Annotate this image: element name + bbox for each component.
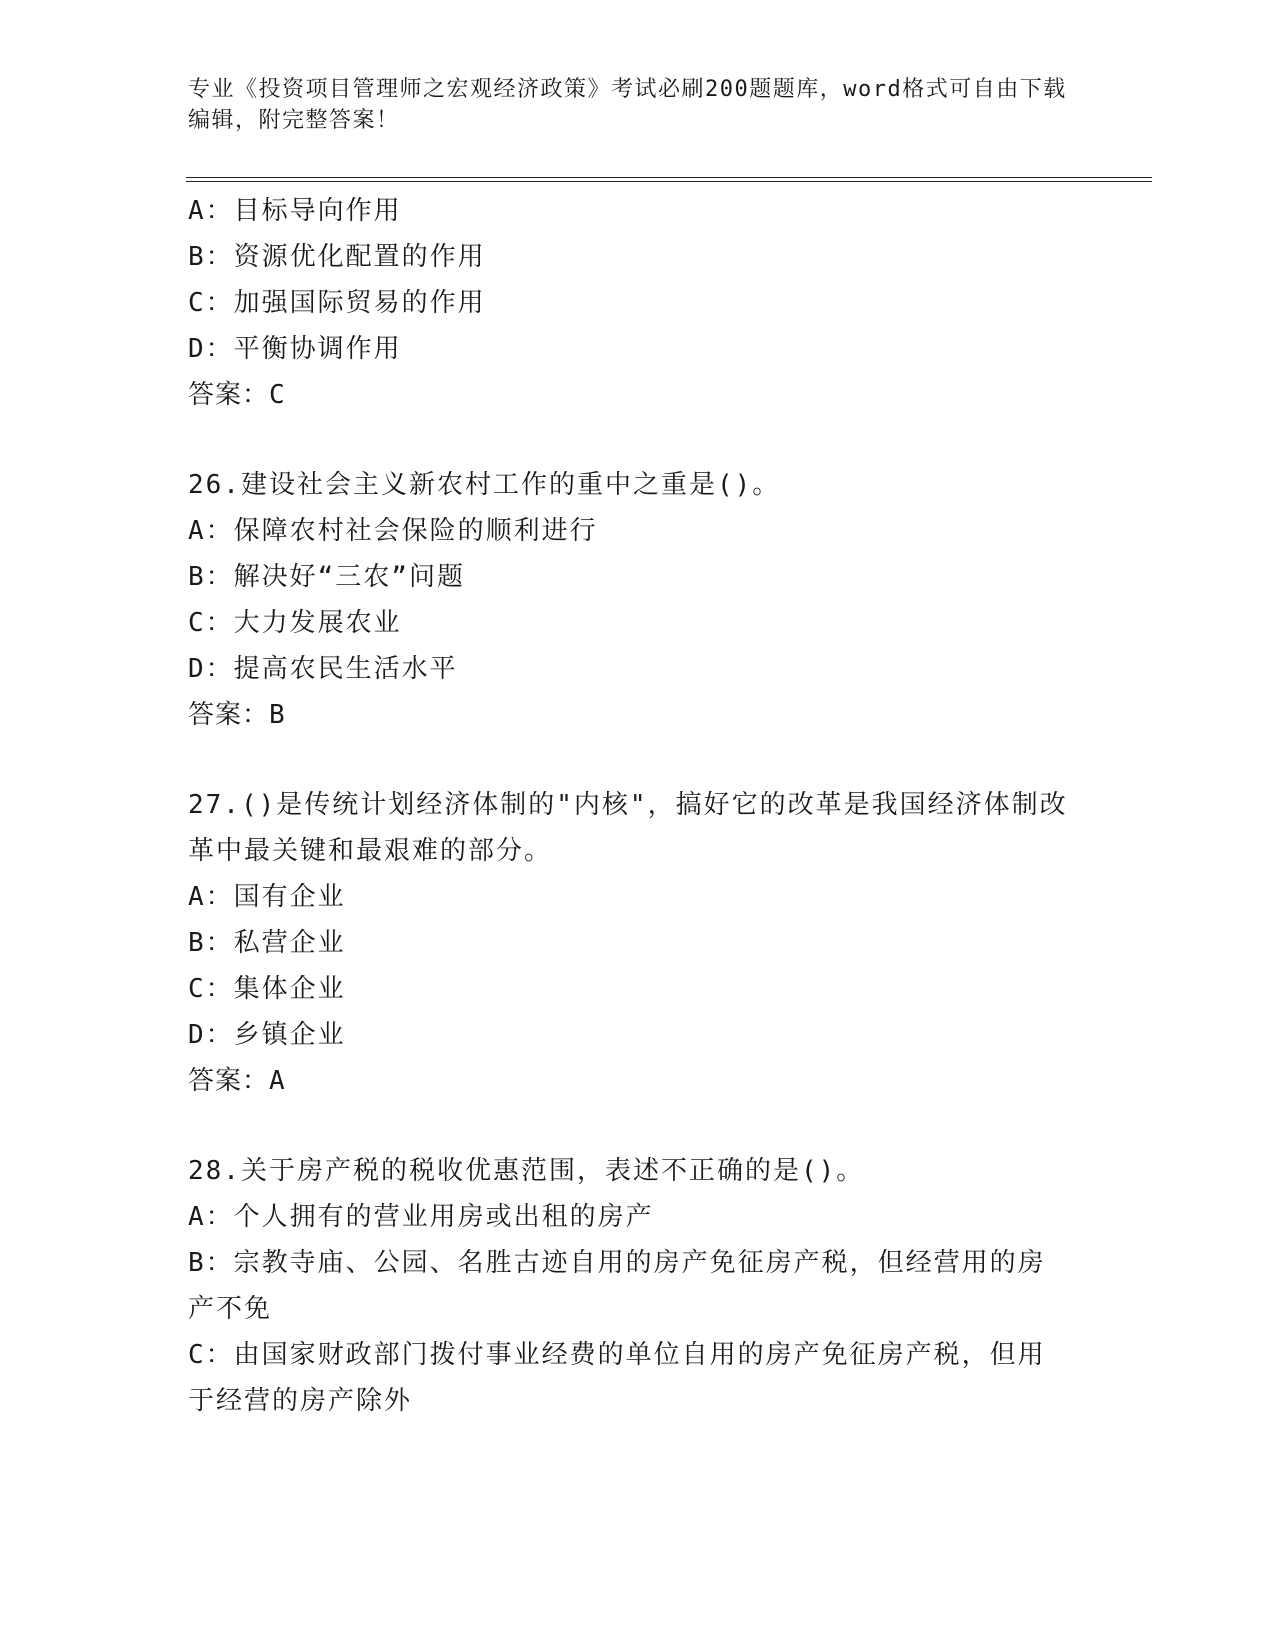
question-block-27 xyxy=(188,782,1068,1104)
question-text: 28.关于房产税的税收优惠范围，表述不正确的是()。 xyxy=(188,1156,865,1186)
option-a: A：保障农村社会保险的顺利进行 xyxy=(188,516,598,546)
answer-line xyxy=(188,1058,1068,1104)
header-rule-bottom xyxy=(186,181,1152,182)
option-b: B：解决好“三农”问题 xyxy=(188,562,465,592)
question-block-26 xyxy=(188,462,1068,738)
answer-label: 答案： xyxy=(188,1066,270,1096)
question-block-25 xyxy=(188,188,1068,418)
header-rule-top xyxy=(186,177,1152,178)
answer-label: 答案： xyxy=(188,700,270,730)
answer-label: 答案： xyxy=(188,380,270,410)
option-c: C：加强国际贸易的作用 xyxy=(188,288,486,318)
question-list xyxy=(188,188,1068,1424)
option-b: B：宗教寺庙、公园、名胜古迹自用的房产免征房产税，但经营用的房产不免 xyxy=(188,1248,1046,1324)
document-header: 专业《投资项目管理师之宏观经济政策》考试必刷200题题库，word格式可自由下载编辑，附完整答案！ xyxy=(188,77,1067,133)
answer-value: A xyxy=(269,1066,286,1096)
question-block-28 xyxy=(188,1148,1068,1424)
answer-value: B xyxy=(269,700,286,730)
option-a: A：国有企业 xyxy=(188,882,346,912)
option-a: A：个人拥有的营业用房或出租的房产 xyxy=(188,1202,654,1232)
answer-line xyxy=(188,372,1068,418)
option-a: A：目标导向作用 xyxy=(188,196,402,226)
option-b: B：私营企业 xyxy=(188,928,346,958)
option-d: D：平衡协调作用 xyxy=(188,334,402,364)
option-c: C：由国家财政部门拨付事业经费的单位自用的房产免征房产税，但用于经营的房产除外 xyxy=(188,1340,1046,1416)
option-c: C：大力发展农业 xyxy=(188,608,402,638)
answer-line xyxy=(188,692,1068,738)
answer-value: C xyxy=(269,380,286,410)
question-text: 27.()是传统计划经济体制的"内核"，搞好它的改革是我国经济体制改革中最关键和最艰难的部分。 xyxy=(188,790,1068,866)
option-d: D：提高农民生活水平 xyxy=(188,654,458,684)
option-b: B：资源优化配置的作用 xyxy=(188,242,486,272)
question-text: 26.建设社会主义新农村工作的重中之重是()。 xyxy=(188,470,781,500)
option-c: C：集体企业 xyxy=(188,974,346,1004)
option-d: D：乡镇企业 xyxy=(188,1020,346,1050)
